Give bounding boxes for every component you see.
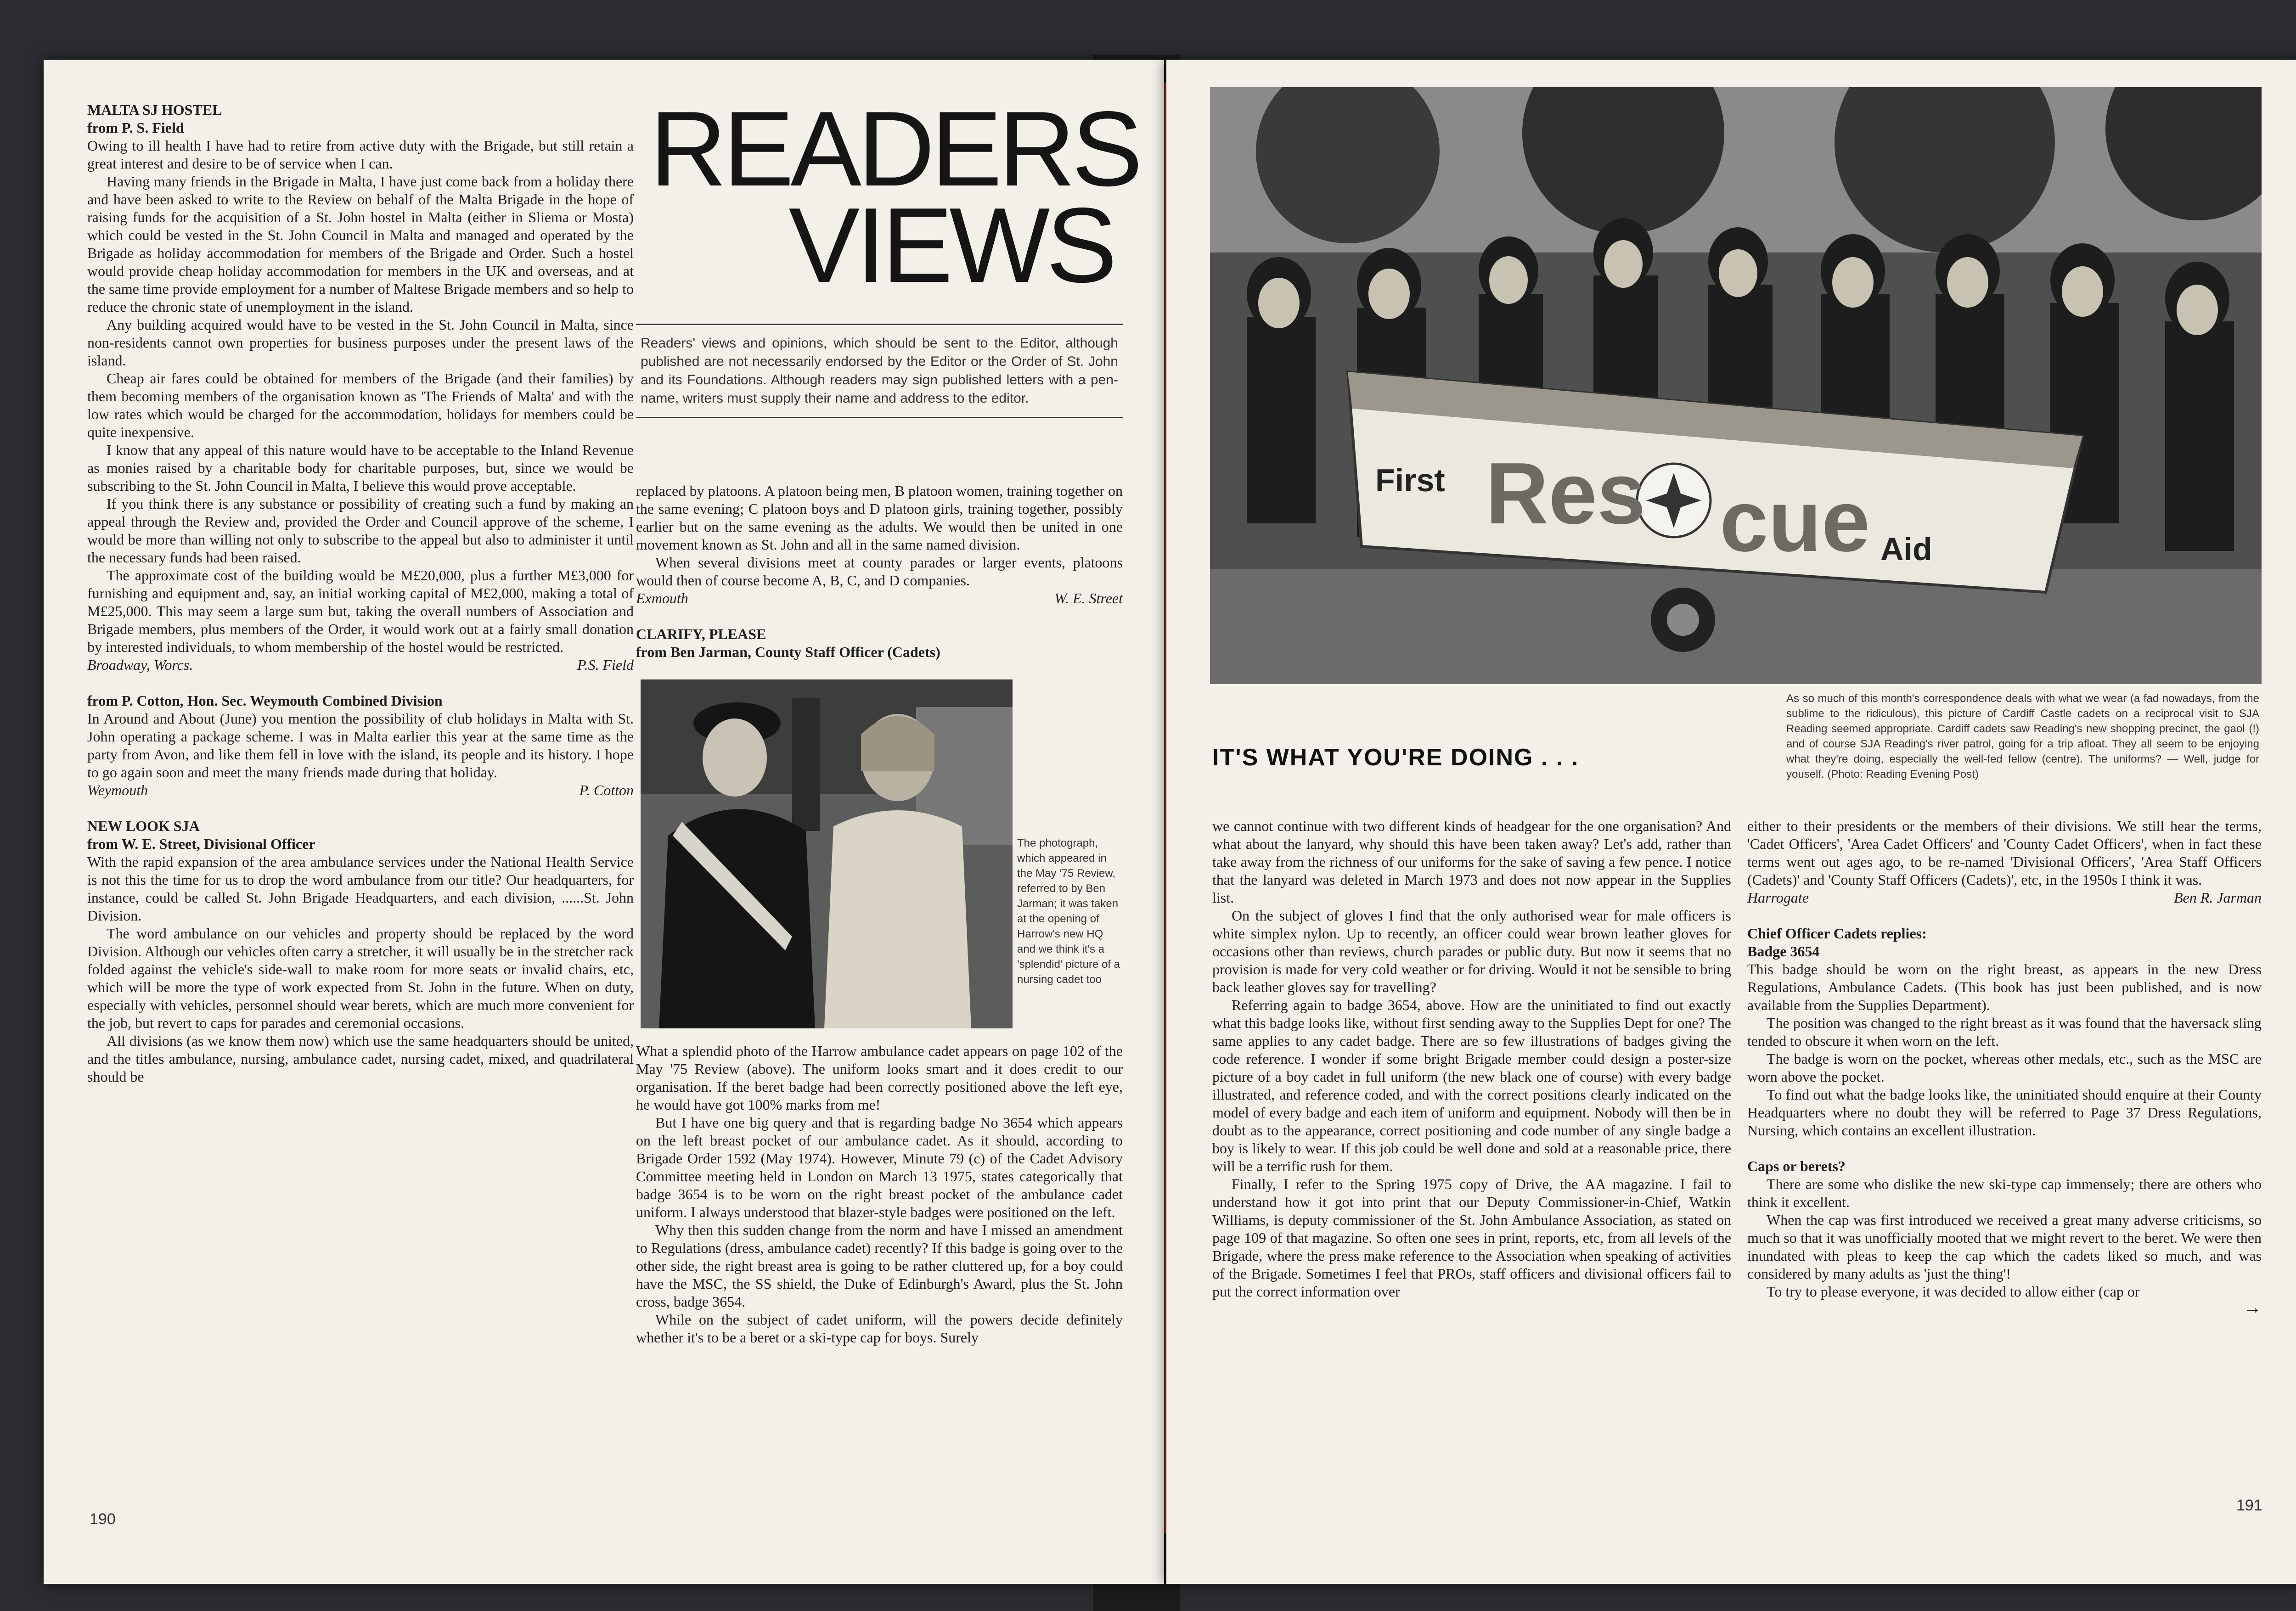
paragraph: There are some who dislike the new ski-type cap immensely; there are others who think it excellent. [1747,1176,2262,1210]
signoff [1747,889,2262,907]
page-number: 190 [90,1510,116,1528]
signoff-place: Weymouth [87,782,148,798]
paragraph: The word ambulance on our vehicles and property should be replaced by the word Division. Although our vehicles often carry a stretcher, it will usually be in the stretcher rack folded against the vehicle's side-wall to make room for more seats or invalid chairs, etc, which will be more the type of work expected from St. John in the future. When on duty, especially with vehicles, personnel should wear berets, which are much more convenient for the job, but revert to caps for parades and ceremonial occasions. [87,925,634,1031]
paragraph: Any building acquired would have to be vested in the St. John Council in Malta, since non-residents cannot own properties for business purposes under the present laws of the island. [87,316,634,369]
boat-lettering: Aid [1880,531,1932,567]
paragraph: This badge should be worn on the right breast, as appears in the new Dress Regulations, Ambulance Cadets. (This book has just been published, and is now available from the Supplies Department). [1747,961,2262,1013]
paragraph: When the cap was first introduced we received a great many adverse criticisms, so much so that it was unofficially mooted that we might revert to the beret. We were then inundated with pleas to keep the cap which the cadets liked so much, and was considered by many adults as 'just the thing'! [1747,1212,2262,1282]
signoff-name: P.S. Field [577,657,634,673]
paragraph: either to their presidents or the members of their divisions. We still hear the terms, 'Cadet Officers', 'Area Cadet Officers' and 'County Cadet Officers', when in fact these terms went out ages ago, to be re-named 'Divisional Officers', 'Area Staff Officers (Cadets)' and 'County Staff Officers (Cadets)', etc, in the 1950s I think it was. [1747,818,2262,888]
signoff-name: P. Cotton [579,782,634,798]
paragraph: Referring again to badge 3654, above. How are the uninitiated to find out exactly what this badge looks like, without first sending away to the Supplies Dept for one? The same applies to any cadet badge. There are so few illustrations of badges giving the code reference. I wonder if some bright Brigade member could design a poster-size picture of a boy cadet in full uniform (the new black one of course) with every badge illustrated, and reference coded, and with the correct positions clearly indicated on the model of every badge and each item of uniform and equipment. Nobody will then be in doubt as to the appearance, correct positioning and code number of any single badge a boy is likely to wear. If this job could be well done and sold at a reasonable price, there will be a terrific rush for them. [1212,997,1731,1174]
paragraph: All divisions (as we know them now) which use the same headquarters should be united, and the titles ambulance, nursing, ambulance cadet, nursing cadet, mixed, and quadrilateral should be [87,1033,634,1085]
letter-author: from P. S. Field [87,119,184,136]
photo-caption: As so much of this month's correspondence deals with what we wear (a fad nowadays, from the sublime to the ridiculous), this picture of Cardiff Castle cadets on a reciprocal visit to SJA Reading seemed appropriate. Cardiff cadets saw Reading's new shopping precinct, the gaol (!) and of course SJA Reading's river patrol, going for a trip afloat. They all seem to be enjoying what they're doing, especially the well-fed fellow (centre). The uniforms? — Well, judge for youself. (Photo: Reading Evening Post) [1786,692,2259,780]
boat-lettering: First [1375,462,1445,498]
paragraph: Why then this sudden change from the norm and have I missed an amendment to Regulations (dress, ambulance cadet) recently? If this badge is going over to the other side, the right breast area is going to be rather cluttered up, for a boy could have the MSC, the SS shield, the Duke of Edinburgh's Award, plus the St. John cross, badge 3654. [636,1222,1123,1310]
letter-heading: CLARIFY, PLEASE [636,626,766,642]
paragraph: we cannot continue with two different kinds of headgear for the one organisation? And what about the lanyard, why should this have been taken away? Let's add, rather than take away from the richness of our uniforms for the sake of saving a few pence. I notice that the lanyard was deleted in March 1973 and does not now appear in the Supplies list. [1212,818,1731,906]
reply-subheading: Caps or berets? [1747,1158,1846,1174]
paragraph: If you think there is any substance or possibility of creating such a fund by making an appeal through the Review and, provided the Order and Council approve of the scheme, I would be more than willing not only to subscribe to the appeal but also to administer it until the necessary funds had been raised. [87,495,634,566]
signoff-place: Exmouth [636,590,688,606]
paragraph: But I have one big query and that is regarding badge No 3654 which appears on the left breast pocket of our ambulance cadet. As it should, according to Brigade Order 1592 (May 1974). However, Minute 79 (c) of the Cadet Advisory Committee meeting held in London on March 13 1975, states categorically that badge 3654 is to be worn on the right breast pocket of the ambulance cadet uniform. I always understood that blazer-style badges were positioned on the left. [636,1114,1123,1220]
paragraph: replaced by platoons. A platoon being men, B platoon women, training together on the same evening; C platoon boys and D platoon girls, training together, possibly earlier but on the same evening as the adults. We would then be united in one movement known as St. John and all in the same named division. [636,483,1123,553]
paragraph: On the subject of gloves I find that the only authorised wear for male officers is white simplex nylon. Up to recently, an officer could wear brown leather gloves for occasions other than reviews, church parades or public duty. But now it seems that no provision is made for very cold weather or for driving. Would it not be sensible to bring back leather gloves say for travelling? [1212,907,1731,995]
paragraph: When several divisions meet at county parades or larger events, platoons would then of course become A, B, C, and D companies. [636,554,1123,589]
signoff-name: Ben R. Jarman [2173,889,2262,906]
boat-lettering: Res [1486,445,1646,542]
intro-text: Readers' views and opinions, which should be sent to the Editor, although published are not necessarily endorsed by the Editor or the Order of St. John and its Foundations. Although readers may sign published letters with a pen-name, writers must supply their name and address to the editor. [641,336,1118,406]
paragraph: The position was changed to the right breast as it was found that the haversack sling tended to obscure it when worn on the left. [1747,1015,2262,1049]
boat-lettering: cue [1720,472,1870,570]
paragraph: Having many friends in the Brigade in Malta, I have just come back from a holiday there and have been asked to write to the Review on behalf of the Malta Brigade in the hope of raising funds for the acquisition of a St. John hostel in Malta (either in Sliema or Mosta) which could be vested in the St. John Council in Malta and managed and operated by the Brigade as holiday accommodation for members of the Brigade and Order. Such a hostel would provide cheap holiday accommodation for members in the UK and overseas, and at the same time provide employment for a number of Maltese Brigade members and so help to reduce the chronic state of unemployment in the island. [87,173,634,315]
paragraph: While on the subject of cadet uniform, will the powers decide definitely whether it's to be a beret or a ski-type cap for boys. Surely [636,1311,1123,1346]
right-page [1166,60,2296,1584]
left-column [87,101,634,1086]
paragraph: With the rapid expansion of the area ambulance services under the National Health Service is not this the time for us to drop the word ambulance from our title? Our headquarters, for instance, could be called St. John Brigade Headquarters, and each division, ......St. John Division. [87,853,634,924]
letter-heading: MALTA SJ HOSTEL [87,101,222,118]
right-column [636,482,1123,1347]
signoff [87,781,634,799]
paragraph: In Around and About (June) you mention the possibility of club holidays in Malta with St. John operating a package scheme. I was in Malta earlier this year at the same time as the party from Avon, and like them fell in love with the island, its people and its history. I hope to go again soon and meet the many friends made during that holiday. [87,710,634,780]
paragraph: Owing to ill health I have had to retire from active duty with the Brigade, but still retain a great interest and desire to be of service when I can. [87,137,634,172]
intro-box [636,324,1123,418]
letter-author: from P. Cotton, Hon. Sec. Weymouth Combined Division [87,692,443,709]
signoff-name: W. E. Street [1054,590,1123,606]
section-title [650,90,1139,305]
left-page [44,60,1164,1584]
right-page-column-2 [1747,817,2262,1318]
continued-arrow-icon: → [2243,1297,2262,1318]
feature-headline: IT'S WHAT YOU'RE DOING . . . [1212,744,1579,771]
letter-heading: NEW LOOK SJA [87,818,200,834]
title-line: READERS [650,90,1139,208]
paragraph: The badge is worn on the pocket, whereas other medals, etc., such as the MSC are worn above the pocket. [1747,1050,2262,1085]
reply-heading: Chief Officer Cadets replies: [1747,925,1927,942]
signoff-place: Harrogate [1747,889,1809,906]
page-number: 191 [2236,1497,2262,1514]
rescue-boat-photo-art [1210,87,2262,684]
right-page-column-1 [1212,817,1731,1301]
paragraph: Cheap air fares could be obtained for members of the Brigade (and their families) by them becoming members of the organisation known as 'The Friends of Malta' and with the low rates which would be charged for the accommodation, holidays for members could be quite inexpensive. [87,370,634,440]
signoff [636,589,1123,607]
paragraph: What a splendid photo of the Harrow ambulance cadet appears on page 102 of the May '75 Review (above). The uniform looks smart and it does credit to our organisation. If the beret badge had been correctly positioned above the left eye, he would have got 100% marks from me! [636,1043,1123,1113]
paragraph: I know that any appeal of this nature would have to be acceptable to the Inland Revenue as monies raised by a charitable body for charitable purposes, but, since we would be subscribing to the St. John Council in Malta, I believe this would prove acceptable. [87,442,634,494]
signoff [87,656,634,674]
cadets-photo-art [641,679,1013,1028]
paragraph: To find out what the badge looks like, the uninitiated should enquire at their County Headquarters where no doubt they will be referred to Page 37 Dress Regulations, Nursing, which contains an excellent illustration. [1747,1086,2262,1139]
paragraph: Finally, I refer to the Spring 1975 copy of Drive, the AA magazine. I fail to understand how it got into print that our Deputy Commissioner-in-Chief, Watkin Williams, is deputy commissioner of the St. John Ambulance Association, as stated on page 109 of that magazine. So often one sees in print, reports, etc, from all levels of the Brigade, where the press make reference to the Association when speaking of activities of the Brigade. Sometimes I feel that PROs, staff officers and divisional officers fail to put the correct information over [1212,1176,1731,1300]
letter-author: from Ben Jarman, County Staff Officer (Cadets) [636,644,940,660]
photo-block [636,679,1123,1042]
cadets-photo [641,679,1013,1028]
title-line: VIEWS [788,186,1114,305]
reply-subheading: Badge 3654 [1747,943,1820,960]
letter-author: from W. E. Street, Divisional Officer [87,836,315,852]
photo-caption: The photograph, which appeared in the May '75 Review, referred to by Ben Jarman; it was taken at the opening of Harrow's new HQ and we think it's a 'splendid' picture of a nursing cadet too [1017,837,1120,986]
paragraph: The approximate cost of the building would be M£20,000, plus a further M£3,000 for furnishing and equipment and, say, an initial working capital of M£2,000, making a total of M£25,000. This may seem a large sum but, taking the overall numbers of Association and Brigade members, plus members of the Order, it would work out at a fairly small donation by interested individuals, to whom membership of the hostel would be restricted. [87,567,634,655]
signoff-place: Broadway, Worcs. [87,657,193,673]
rescue-boat-photo [1210,87,2262,684]
paragraph: To try to please everyone, it was decided to allow either (cap or [1767,1283,2140,1300]
